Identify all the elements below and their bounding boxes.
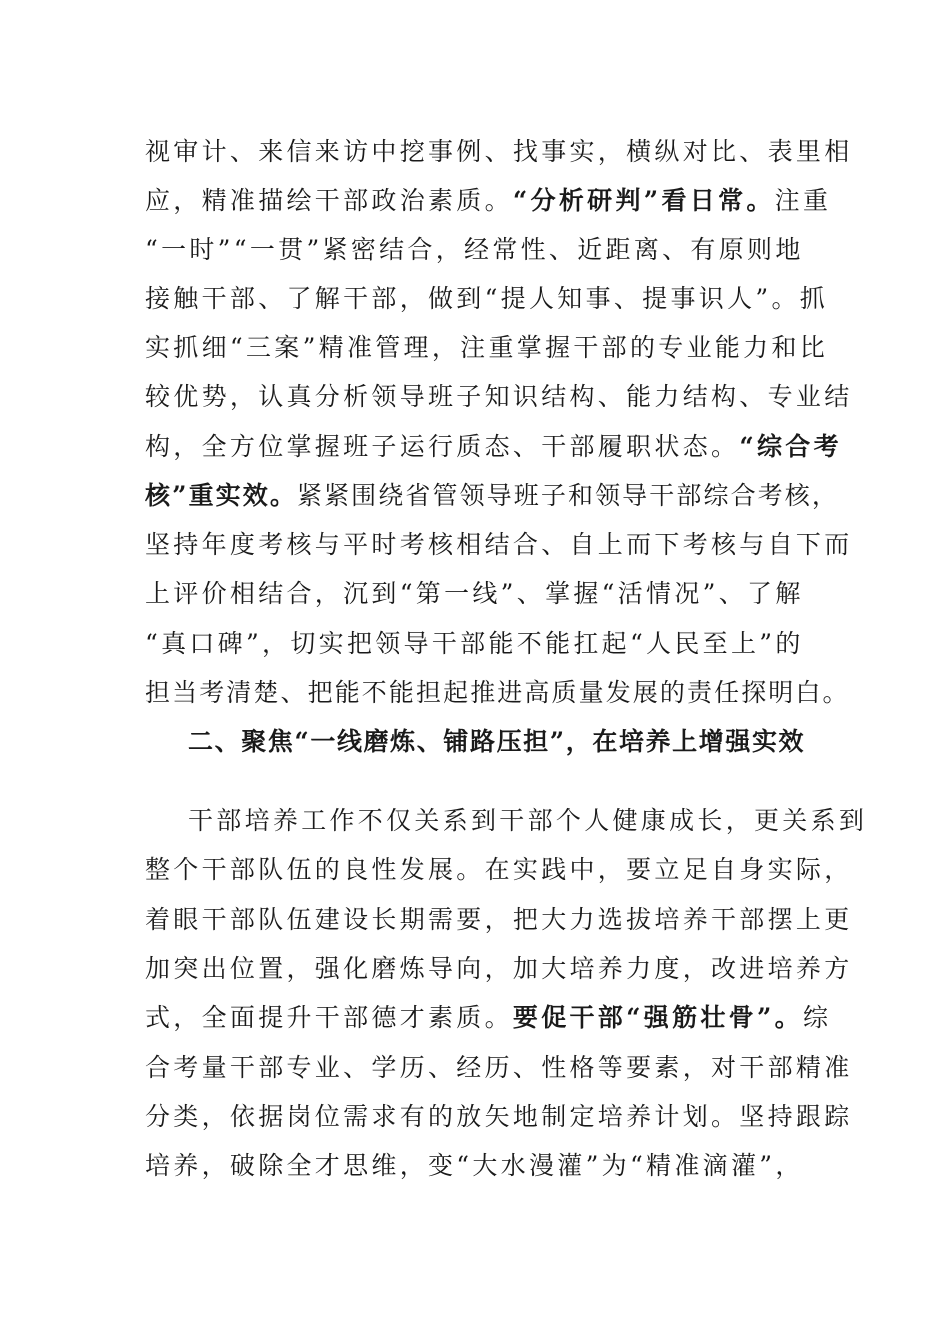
text-segment: 式，全面提升干部德才素质。 (145, 1003, 513, 1032)
body-line-11 (145, 624, 810, 664)
body-line-9 (145, 525, 853, 565)
text-segment: 应，精准描绘干部政治素质。 (145, 186, 513, 215)
text-segment: 接触干部、了解干部，做到“提人知事、提事识人”。抓 (145, 284, 829, 313)
bold-subheading: 核”重实效。 (145, 481, 297, 510)
text-segment: 坚持年度考核与平时考核相结合、自上而下考核与自下而 (145, 530, 853, 559)
text-segment: “真口碑”，切实把领导干部能不能扛起“人民至上”的 (145, 629, 804, 658)
text-segment: 实抓细“三案”精准管理，注重掌握干部的专业能力和比 (145, 333, 829, 362)
bold-subheading: “分析研判”看日常。 (512, 186, 775, 215)
bold-subheading: 要促干部“强筋壮骨”。 (512, 1003, 803, 1032)
text-segment: 干部培养工作不仅关系到干部个人健康成长，更关系到 (188, 806, 868, 835)
body-line-7 (145, 427, 842, 467)
text-segment: “一时”“一贯”紧密结合，经常性、近距离、有原则地 (145, 235, 804, 264)
body-line-12 (145, 673, 850, 713)
bold-subheading: “综合考 (739, 432, 842, 461)
body-line-14 (145, 850, 853, 890)
text-segment: 紧紧围绕省管领导班子和领导干部综合考核， (296, 481, 839, 510)
text-segment: 上评价相结合，沉到“第一线”、掌握“活情况”、了解 (145, 579, 804, 608)
body-line-5 (145, 328, 829, 368)
body-line-2 (145, 181, 832, 221)
heading-text: 二、聚焦“一线磨炼、铺路压担”，在培养上增强实效 (188, 727, 806, 756)
body-line-1 (145, 132, 853, 172)
body-line-6 (145, 377, 853, 417)
text-segment: 整个干部队伍的良性发展。在实践中，要立足自身实际， (145, 855, 853, 884)
text-segment: 注重 (774, 186, 832, 215)
body-line-19 (145, 1097, 853, 1137)
body-line-13 (188, 801, 868, 841)
body-line-3 (145, 230, 810, 270)
body-line-10 (145, 574, 810, 614)
body-line-17 (145, 998, 832, 1038)
body-line-16 (145, 949, 853, 989)
body-line-15 (145, 900, 853, 940)
body-line-18 (145, 1048, 853, 1088)
text-segment: 担当考清楚、把能不能担起推进高质量发展的责任探明白。 (145, 678, 850, 707)
body-line-20 (145, 1146, 810, 1186)
text-segment: 综 (802, 1003, 832, 1032)
text-segment: 加突出位置，强化磨炼导向，加大培养力度，改进培养方 (145, 954, 853, 983)
text-segment: 着眼干部队伍建设长期需要，把大力选拔培养干部摆上更 (145, 905, 853, 934)
text-segment: 合考量干部专业、学历、经历、性格等要素，对干部精准 (145, 1053, 853, 1082)
section-heading (188, 722, 853, 762)
text-segment: 分类，依据岗位需求有的放矢地制定培养计划。坚持跟踪 (145, 1102, 853, 1131)
text-segment: 视审计、来信来访中挖事例、找事实，横纵对比、表里相 (145, 137, 853, 166)
body-line-8 (145, 476, 839, 516)
text-segment: 构，全方位掌握班子运行质态、干部履职状态。 (145, 432, 740, 461)
body-line-4 (145, 279, 829, 319)
text-segment: 较优势，认真分析领导班子知识结构、能力结构、专业结 (145, 382, 853, 411)
text-segment: 培养，破除全才思维，变“大水漫灌”为“精准滴灌”， (145, 1151, 804, 1180)
